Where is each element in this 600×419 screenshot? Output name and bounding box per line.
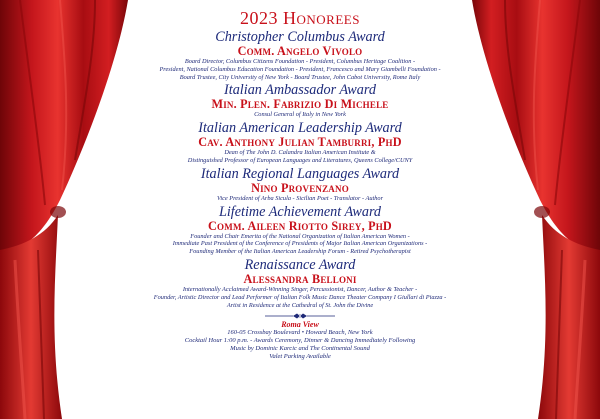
honoree-description — [120, 58, 480, 81]
honoree-block — [120, 83, 480, 119]
honoree-name: Alessandra Belloni — [243, 271, 357, 286]
award-title: Italian American Leadership Award — [198, 120, 402, 137]
left-curtain-icon — [0, 0, 130, 419]
venue-details — [120, 329, 480, 360]
venue-parking: Valet Parking Available — [269, 352, 331, 360]
honoree-block — [120, 167, 480, 203]
description-line: Board Director, Columbus Citizens Foundation - President, Columbus Heritage Coalition - — [184, 58, 416, 65]
honoree-block — [120, 258, 480, 309]
honoree-name: Min. Plen. Fabrizio Di Michele — [211, 97, 389, 112]
description-line: Vice President of Arba Sicula - Sicilian Poet - Translator - Author — [216, 194, 384, 202]
description-line: Artist in Residence at the Cathedral of St. John the Divine — [226, 301, 374, 309]
honoree-name: Comm. Angelo Vivolo — [237, 44, 363, 58]
award-title: Renaissance Award — [244, 256, 356, 273]
honoree-description — [120, 149, 480, 165]
honoree-block — [120, 121, 480, 165]
award-title: Christopher Columbus Award — [215, 29, 385, 45]
honoree-description — [120, 286, 480, 309]
honoree-description — [120, 111, 480, 119]
honoree-description — [120, 195, 480, 203]
award-title: Italian Ambassador Award — [224, 82, 376, 99]
honorees-content — [120, 0, 480, 419]
description-line: Founder and Chair Emerita of the National Organization of Italian American Women - — [190, 232, 410, 240]
description-line: Board Trustee, City University of New York - Board Trustee, John Cabot University, Rome Italy — [179, 73, 421, 81]
description-line: Founding Member of the Italian American Leadership Forum - Retired Psychotherapist — [189, 248, 411, 256]
venue-music: Music by Dominic Karcic and The Continental Sound — [230, 344, 370, 352]
description-line: Internationally Acclaimed Award-Winning Singer, Percussionist, Dancer, Author & Teacher - — [182, 285, 418, 293]
honoree-name: Comm. Aileen Riotto Sirey, PhD — [208, 218, 392, 233]
right-curtain-icon — [470, 0, 600, 419]
page-title: 2023 Honorees — [240, 8, 360, 28]
description-line: President, National Columbus Education Foundation - President, Francesco and Mary Giambelli Foundation - — [159, 65, 441, 73]
venue-name: Roma View — [281, 320, 319, 330]
description-line: Immediate Past President of the Conference of Presidents of Major Italian American Organizations - — [172, 240, 428, 248]
venue-schedule: Cocktail Hour 1:00 p.m. - Awards Ceremony, Dinner & Dancing Immediately Following — [184, 337, 416, 345]
venue-address: 160-05 Crossbay Boulevard • Howard Beach, New York — [227, 329, 373, 337]
honoree-block — [120, 205, 480, 256]
award-title: Lifetime Achievement Award — [218, 203, 382, 220]
honoree-name: Nino Provenzano — [251, 180, 349, 195]
honoree-description — [120, 233, 480, 256]
honoree-block — [120, 30, 480, 81]
description-line: Dean of The John D. Calandra Italian American Institute & — [224, 149, 376, 157]
description-line: Consul General of Italy in New York — [254, 111, 346, 119]
description-line: Distinguished Professor of European Languages and Literatures, Queens College/CUNY — [187, 156, 413, 164]
award-title: Italian Regional Languages Award — [200, 165, 400, 182]
honoree-name: Cav. Anthony Julian Tamburri, PhD — [198, 135, 402, 150]
description-line: Founder, Artistic Director and Lead Performer of Italian Folk Music Dance Theater Company I Giullari di Piazza - — [153, 293, 447, 301]
ornament-divider-icon — [265, 313, 335, 319]
